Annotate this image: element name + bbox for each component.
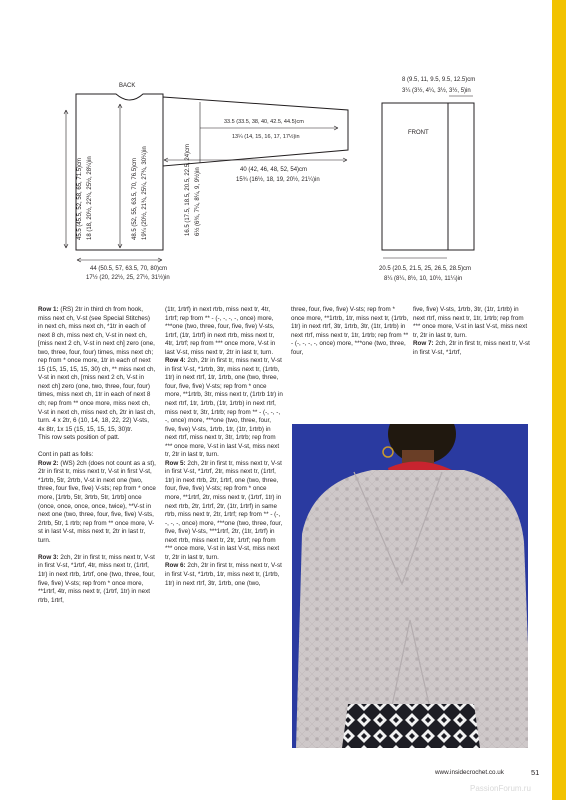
row-6-end: five, five) V-sts, 1rtrb, 3tr, (1tr, 1rtrb) in next rtrf, miss next tr, 1tr, 1rtrb; rep from *** once more, V-st in last V-st, miss next tr, 2tr in last tr, turn. — [413, 306, 528, 339]
pattern-column-2 — [165, 306, 283, 597]
front-top-cm: 8 (9.5, 11, 9.5, 9.5, 12.5)cm — [402, 77, 476, 83]
back-left-height-cm: 45.5 (45.5, 52, 58, 65, 71.5)cm — [77, 157, 83, 240]
row-1-paragraph: Row 1: (RS) 2tr in third ch from hook, miss next ch, V-st (see Special Stitches) in next ch, miss next ch, *1tr in each of next 8 ch, miss next ch, V-st in next ch, [miss next 2 ch, V-st in next ch] zero (one, two, three, four, four) times, miss next ch; rep from * once more, 1tr in each of next 15 (15, 15, 15, 15, 30) ch, ** miss next ch, V-st in next ch, [miss next 2 ch, V-st in next ch] zero (one, two, three, four, four) times, miss next ch, 1tr in each of next 8 ch; rep from ** once more, miss next ch, V-st in next ch, miss next ch, 2tr in last ch, turn. 4 x 2tr, 6 (10, 14, 18, 22, 22) V-sts, 4x 8tr, 1x 15 (15, 15, 15, 15, 30)tr. — [38, 306, 156, 433]
sleeve-cuff-in: 6½ (6¾, 7¼, 8¼, 9, 9½)in — [195, 167, 201, 236]
row-5-paragraph: Row 5: 2ch, 2tr in first tr, miss next tr, V-st in first V-st, *1rtrf, 2tr, miss next tr, (1rtrf, 1tr) in next rtrb, 2tr, 1rtrf, one (two, three, four, five, five) V-sts; rep from * once more, **1rtrf, 2tr, miss next tr, (1rtrf, 1tr) in next rtrb, 2tr, 1rtrf, 2tr, (1tr, 1rtrf) in same rtrb, miss next tr, 2tr, 1rtrf; rep from ** - (-, -, -, -, once) more, ***one (two, three, four, five, five) V-sts, ***1rtrf, 2tr, (1tr, 1rtrf) in next rtrb, miss next tr, 2tr, 1rtrf; rep from *** once more, V-st in last V-st, miss next tr, 2tr in last tr, turn. — [165, 459, 283, 561]
back-mid-height-in: 19¼ (20½, 21¾, 25¼, 27¾, 30¼)in — [142, 146, 148, 240]
sleeve-length-in: 15¾ (16½, 18, 19, 20½, 21¼)in — [236, 177, 320, 183]
front-bottom-cm: 20.5 (20.5, 21.5, 25, 26.5, 28.5)cm — [379, 266, 472, 272]
row-1-note: This row sets position of patt. — [38, 434, 120, 442]
back-bottom-width-in: 17½ (20, 22½, 25, 27½, 31½)in — [86, 275, 170, 281]
schematic-diagram — [0, 0, 566, 300]
cardigan-back-photo — [292, 424, 528, 748]
pattern-column-1 — [38, 306, 156, 614]
page-number: 51 — [531, 768, 540, 777]
pattern-column-3 — [291, 306, 409, 366]
sleeve-cuff-cm: 16.5 (17.5, 18.5, 20.5, 22.5, 24)cm — [185, 143, 191, 236]
pattern-column-4 — [413, 306, 531, 366]
front-top-in: 3¼ (3½, 4¼, 3½, 3½, 5)in — [402, 88, 471, 94]
back-left-height-in: 18 (18, 20½, 22¾, 25½, 28¼)in — [87, 156, 93, 240]
row-3-paragraph: Row 3: 2ch, 2tr in first tr, miss next tr, V-st in first V-st, *1rtrf, 4tr, miss next tr, (1rtrf, 1tr) in next rtrb, 1rtrf, one (two, three, four, five, five) V-sts; rep from * once more, **1rtrf, 4tr, miss next tr, (1rtrf, 1tr) in next rtrb, 1rtrf, — [38, 553, 155, 604]
row-3-continued: (1tr, 1rtrf) in next rtrb, miss next tr, 4tr, 1rtrf; rep from ** - (-, -, -, -, once) more, ***one (two, three, four, five, five) V-sts, 1rtrf, (1tr, 1rtrf) in next rtrb, miss next tr, 4tr, 1rtrf; rep from *** once more, V-st in last V-st, miss next tr, 2tr in last tr, turn. — [165, 306, 276, 356]
watermark: PassionForum.ru — [470, 784, 531, 793]
front-outline — [382, 103, 474, 250]
row-4-paragraph: Row 4: 2ch, 2tr in first tr, miss next tr, V-st in first V-st, *1rtrb, 3tr, miss next tr, (1rtrb, 1tr) in next rtrf, 1tr, 1rtrb, one (two, three, four, five, five) V-sts; rep from * once more, **1rtrb, 3tr, miss next tr, (1rtrb 1tr) in next rtrf, 1tr, 1rtrb, (1tr, 1rtrb) in next rtrf, miss next tr, 3tr, 1rtrb; rep from ** - (-, -, -, -, once) more, ***one (two, three, four, five, five) V-sts, 1rtrb, 1tr, (1tr, 1rtrb) in next rtrf, miss next tr, 3tr, 1rtrb; rep from *** once more, V-st in last V-st, miss next tr, 2tr in last tr, turn. — [165, 357, 283, 459]
back-bottom-width-cm: 44 (50.5, 57, 63.5, 70, 80)cm — [90, 266, 168, 272]
sleeve-upper-cm: 33.5 (33.5, 38, 40, 42.5, 44.5)cm — [224, 119, 304, 125]
front-bottom-in: 8¼ (8¼, 8½, 10, 10½, 11¼)in — [384, 276, 463, 282]
row-7-paragraph: Row 7: 2ch, 2tr in first tr, miss next tr, V-st in first V-st, *1rtrf, — [413, 340, 530, 356]
back-label: BACK — [119, 83, 136, 89]
sleeve-upper-in: 13¼ (14, 15, 16, 17, 17½)in — [232, 134, 300, 140]
front-label: FRONT — [408, 130, 429, 136]
back-mid-height-cm: 48.5 (52, 55, 63.5, 70, 76.5)cm — [132, 157, 138, 240]
sleeve-length-cm: 40 (42, 46, 48, 52, 54)cm — [240, 167, 308, 173]
site-url: www.insidecrochet.co.uk — [435, 769, 504, 776]
row-6-continued: three, four, five, five) V-sts; rep from * once more, **1rtrb, 1tr, miss next tr, (1rtrb, 1tr) in next rtrf, 3tr, 1rtrb, 3tr, (1tr, 1rtrb) in next rtrf, miss next tr, 1tr, 1rtrb; rep from ** - (-, -, -, -, once) more, ***one (two, three, four, — [291, 306, 409, 356]
row-6-paragraph: Row 6: 2ch, 2tr in first tr, miss next tr, V-st in first V-st, *1rtrb, 1tr, miss next tr, (1rtrb, 1tr) in next rtrf, 3tr, 1rtrb, one (two, — [165, 562, 282, 587]
continue-note: Cont in patt as folls: — [38, 451, 94, 459]
row-2-paragraph: Row 2: (WS) 2ch (does not count as a st), 2tr in first tr, miss next tr, V-st in first V-st, *1rtrb, 5tr, 2rtrb, V-st in next one (two, three, four five, five) V-sts; rep from * once more, [1rtrb, 5tr, 3rtrb, 5tr, 1rtrb] once (once, once, once, once, twice), **V-st in next one (two, three, four, five, five) V-sts, 2rtrb, 5tr, 1 rtrb; rep from ** once more, V-st in last V-st, miss next tr, 2tr in last tr, turn. — [38, 459, 156, 544]
